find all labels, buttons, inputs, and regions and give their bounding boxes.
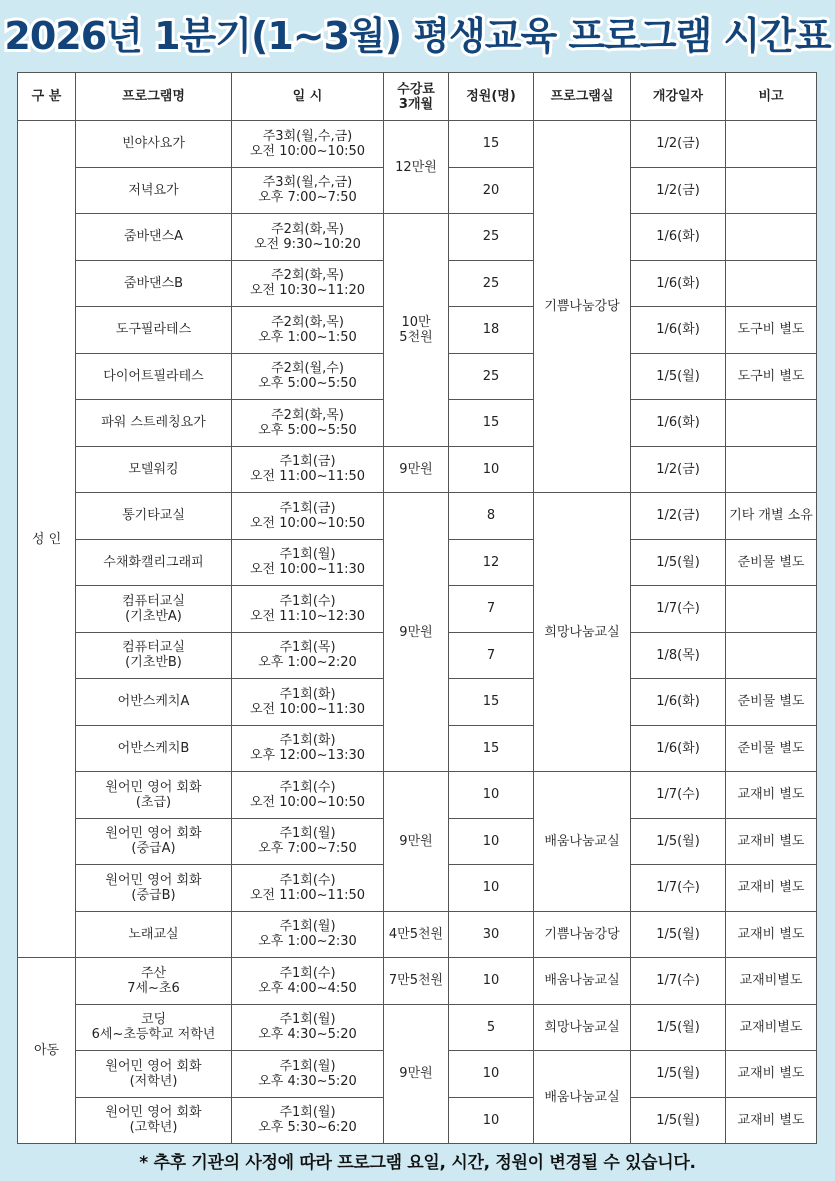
- program-name: 저녁요가: [76, 167, 232, 214]
- footnote: * 추후 기관의 사정에 따라 프로그램 요일, 시간, 정원이 변경될 수 있습니다.: [139, 1153, 696, 1173]
- category-child: 아동: [18, 958, 76, 1144]
- fee: 10만 5천원: [384, 214, 449, 447]
- page-title: 2026년 1분기(1~3월) 평생교육 프로그램 시간표: [4, 14, 831, 58]
- schedule: 주1회(월) 오후 4:30~5:20: [232, 1004, 384, 1051]
- note: [726, 586, 817, 633]
- room: 기쁨나눔강당: [534, 911, 631, 958]
- fee: 9만원: [384, 1004, 449, 1144]
- capacity: 25: [449, 214, 534, 261]
- start-date: 1/5(월): [631, 1004, 726, 1051]
- schedule: 주1회(월) 오후 1:00~2:30: [232, 911, 384, 958]
- start-date: 1/5(월): [631, 818, 726, 865]
- schedule: 주2회(화,목) 오후 5:00~5:50: [232, 400, 384, 447]
- schedule: 주1회(화) 오전 10:00~11:30: [232, 679, 384, 726]
- program-name: 줌바댄스A: [76, 214, 232, 261]
- capacity: 12: [449, 539, 534, 586]
- start-date: 1/5(월): [631, 911, 726, 958]
- capacity: 15: [449, 679, 534, 726]
- schedule: 주1회(수) 오전 10:00~10:50: [232, 772, 384, 819]
- start-date: 1/6(화): [631, 214, 726, 261]
- room: 배움나눔교실: [534, 772, 631, 912]
- capacity: 15: [449, 400, 534, 447]
- start-date: 1/5(월): [631, 539, 726, 586]
- start-date: 1/7(수): [631, 586, 726, 633]
- capacity: 10: [449, 1097, 534, 1144]
- fee: 9만원: [384, 493, 449, 772]
- table-row: [18, 121, 817, 168]
- program-name: 어반스케치B: [76, 725, 232, 772]
- note: 교재비 별도: [726, 1051, 817, 1098]
- capacity: 15: [449, 725, 534, 772]
- program-name: 파워 스트레칭요가: [76, 400, 232, 447]
- capacity: 30: [449, 911, 534, 958]
- program-name: 도구필라테스: [76, 307, 232, 354]
- capacity: 10: [449, 772, 534, 819]
- note: [726, 446, 817, 493]
- start-date: 1/5(월): [631, 1097, 726, 1144]
- note: 교재비 별도: [726, 818, 817, 865]
- capacity: 10: [449, 865, 534, 912]
- start-date: 1/2(금): [631, 446, 726, 493]
- schedule: 주1회(월) 오후 7:00~7:50: [232, 818, 384, 865]
- program-name: 컴퓨터교실 (기초반A): [76, 586, 232, 633]
- header-start: 개강일자: [631, 73, 726, 121]
- schedule: 주3회(월,수,금) 오후 7:00~7:50: [232, 167, 384, 214]
- start-date: 1/7(수): [631, 772, 726, 819]
- schedule: 주1회(금) 오전 11:00~11:50: [232, 446, 384, 493]
- header-schedule: 일 시: [232, 73, 384, 121]
- schedule: 주2회(화,목) 오후 1:00~1:50: [232, 307, 384, 354]
- start-date: 1/5(월): [631, 353, 726, 400]
- fee: 4만5천원: [384, 911, 449, 958]
- schedule: 주1회(수) 오후 4:00~4:50: [232, 958, 384, 1005]
- table-row: [18, 772, 817, 819]
- header-note: 비고: [726, 73, 817, 121]
- room: 배움나눔교실: [534, 1051, 631, 1144]
- note: 준비물 별도: [726, 539, 817, 586]
- program-name: 모델워킹: [76, 446, 232, 493]
- note: [726, 167, 817, 214]
- schedule: 주1회(목) 오후 1:00~2:20: [232, 632, 384, 679]
- table-row: [18, 214, 817, 261]
- schedule: 주2회(화,목) 오전 9:30~10:20: [232, 214, 384, 261]
- note: [726, 121, 817, 168]
- note: 도구비 별도: [726, 353, 817, 400]
- note: [726, 632, 817, 679]
- start-date: 1/6(화): [631, 307, 726, 354]
- schedule: 주1회(금) 오전 10:00~10:50: [232, 493, 384, 540]
- capacity: 10: [449, 446, 534, 493]
- room: 배움나눔교실: [534, 958, 631, 1005]
- schedule: 주1회(화) 오후 12:00~13:30: [232, 725, 384, 772]
- start-date: 1/7(수): [631, 865, 726, 912]
- start-date: 1/6(화): [631, 725, 726, 772]
- room: 기쁨나눔강당: [534, 121, 631, 493]
- fee: 9만원: [384, 772, 449, 912]
- program-name: 수채화캘리그래피: [76, 539, 232, 586]
- capacity: 8: [449, 493, 534, 540]
- program-name: 주산 7세~초6: [76, 958, 232, 1005]
- schedule: 주1회(수) 오전 11:10~12:30: [232, 586, 384, 633]
- start-date: 1/7(수): [631, 958, 726, 1005]
- note: [726, 214, 817, 261]
- fee: 7만5천원: [384, 958, 449, 1005]
- note: 준비물 별도: [726, 725, 817, 772]
- note: 교재비별도: [726, 1004, 817, 1051]
- program-name: 컴퓨터교실 (기초반B): [76, 632, 232, 679]
- fee: 9만원: [384, 446, 449, 493]
- note: [726, 260, 817, 307]
- capacity: 7: [449, 586, 534, 633]
- table-row: [18, 493, 817, 540]
- program-name: 빈야사요가: [76, 121, 232, 168]
- header-program: 프로그램명: [76, 73, 232, 121]
- capacity: 18: [449, 307, 534, 354]
- header-room: 프로그램실: [534, 73, 631, 121]
- schedule: 주1회(수) 오전 11:00~11:50: [232, 865, 384, 912]
- capacity: 20: [449, 167, 534, 214]
- schedule: 주2회(월,수) 오후 5:00~5:50: [232, 353, 384, 400]
- note: 교재비 별도: [726, 911, 817, 958]
- note: 교재비 별도: [726, 1097, 817, 1144]
- table-row: [18, 1004, 817, 1051]
- table-row: [18, 958, 817, 1005]
- note: 도구비 별도: [726, 307, 817, 354]
- schedule: 주2회(화,목) 오전 10:30~11:20: [232, 260, 384, 307]
- capacity: 25: [449, 260, 534, 307]
- program-name: 줌바댄스B: [76, 260, 232, 307]
- header-row: [18, 73, 817, 121]
- category-adult: 성 인: [18, 121, 76, 958]
- program-name: 원어민 영어 회화 (고학년): [76, 1097, 232, 1144]
- program-name: 어반스케치A: [76, 679, 232, 726]
- header-fee: 수강료 3개월: [384, 73, 449, 121]
- program-name: 통기타교실: [76, 493, 232, 540]
- program-name: 원어민 영어 회화 (중급B): [76, 865, 232, 912]
- capacity: 15: [449, 121, 534, 168]
- note: 교재비별도: [726, 958, 817, 1005]
- note: [726, 400, 817, 447]
- program-name: 노래교실: [76, 911, 232, 958]
- room: 희망나눔교실: [534, 1004, 631, 1051]
- start-date: 1/6(화): [631, 679, 726, 726]
- start-date: 1/2(금): [631, 167, 726, 214]
- schedule: 주3회(월,수,금) 오전 10:00~10:50: [232, 121, 384, 168]
- program-name: 다이어트필라테스: [76, 353, 232, 400]
- note: 교재비 별도: [726, 772, 817, 819]
- note: 기타 개별 소유: [726, 493, 817, 540]
- timetable: [17, 72, 817, 1144]
- capacity: 10: [449, 818, 534, 865]
- start-date: 1/2(금): [631, 493, 726, 540]
- start-date: 1/8(목): [631, 632, 726, 679]
- start-date: 1/6(화): [631, 400, 726, 447]
- program-name: 원어민 영어 회화 (중급A): [76, 818, 232, 865]
- start-date: 1/2(금): [631, 121, 726, 168]
- schedule: 주1회(월) 오전 10:00~11:30: [232, 539, 384, 586]
- table-row: [18, 911, 817, 958]
- capacity: 25: [449, 353, 534, 400]
- start-date: 1/5(월): [631, 1051, 726, 1098]
- schedule: 주1회(월) 오후 4:30~5:20: [232, 1051, 384, 1098]
- room: 희망나눔교실: [534, 493, 631, 772]
- table-row: [18, 446, 817, 493]
- program-name: 원어민 영어 회화 (저학년): [76, 1051, 232, 1098]
- capacity: 10: [449, 958, 534, 1005]
- program-name: 코딩 6세~초등학교 저학년: [76, 1004, 232, 1051]
- start-date: 1/6(화): [631, 260, 726, 307]
- note: 교재비 별도: [726, 865, 817, 912]
- capacity: 7: [449, 632, 534, 679]
- schedule: 주1회(월) 오후 5:30~6:20: [232, 1097, 384, 1144]
- header-capacity: 정원(명): [449, 73, 534, 121]
- capacity: 10: [449, 1051, 534, 1098]
- header-category: 구 분: [18, 73, 76, 121]
- fee: 12만원: [384, 121, 449, 214]
- note: 준비물 별도: [726, 679, 817, 726]
- capacity: 5: [449, 1004, 534, 1051]
- program-name: 원어민 영어 회화 (초급): [76, 772, 232, 819]
